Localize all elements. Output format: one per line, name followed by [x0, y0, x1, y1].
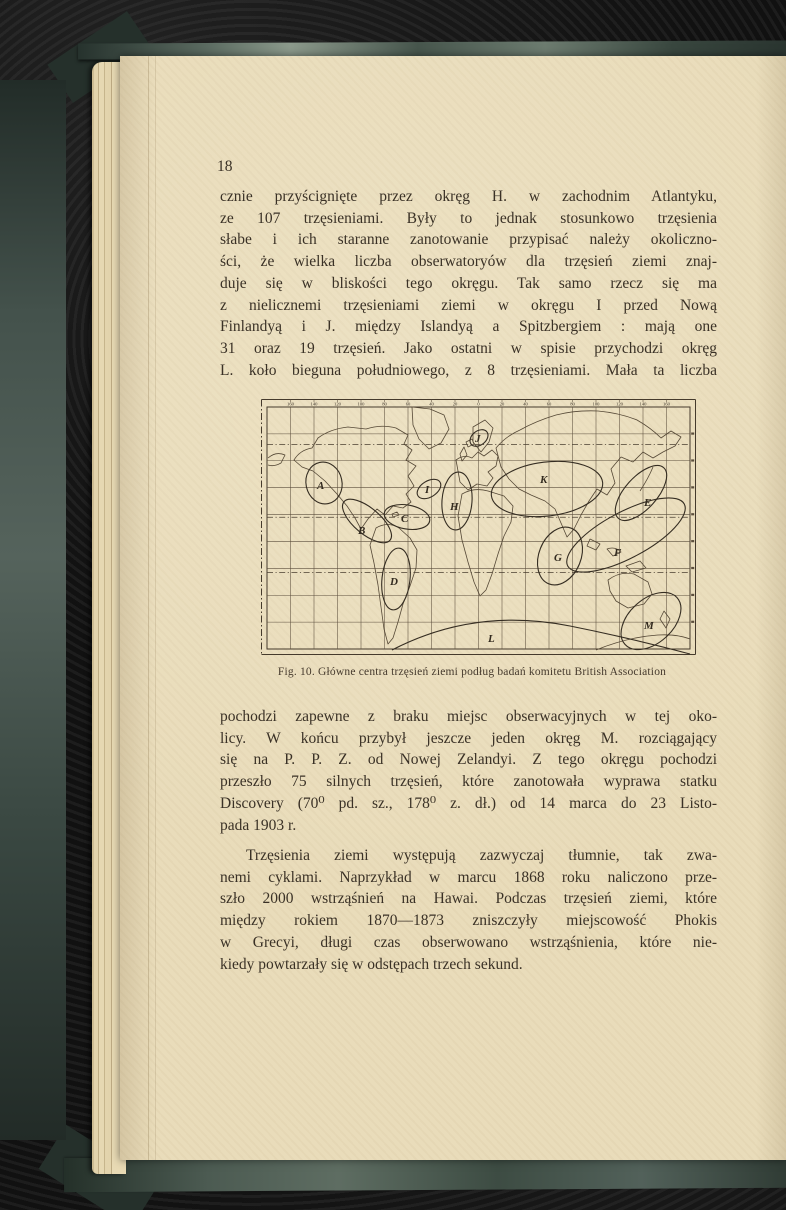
latitude-tick [691, 567, 694, 569]
region-label-K: K [540, 474, 548, 486]
longitude-label: 140 [639, 401, 647, 407]
region-label-M: M [644, 620, 654, 632]
latitude-tick [691, 432, 694, 434]
page-crease [155, 56, 156, 1160]
longitude-label: 40 [523, 401, 528, 407]
page-number: 18 [217, 158, 233, 175]
island-britain [460, 447, 467, 461]
paragraph-2 [220, 706, 717, 836]
text-line: Trzęsienia ziemi występują zazwyczaj tłumnie, tak zwa- [246, 847, 717, 864]
text-line: L. koło bieguna południowego, z 8 trzęsieniami. Mała ta liczba [220, 361, 717, 379]
continent-chukotka [268, 454, 285, 466]
text-line: szło 2000 wstrząśnień na Hawai. Podczas trzęsień ziemi, które [220, 890, 717, 908]
text-line: w Grecyi, długi czas obserwowano wstrząśnienia, które nie- [220, 933, 717, 951]
text-line: ści, że wielka liczba obserwatoryów dla trzęsień ziemi znaj- [220, 253, 717, 271]
longitude-label: 160 [663, 401, 670, 407]
text-line: nemi cyklami. Naprzykład w marcu 1868 roku naliczono prze- [220, 868, 717, 886]
region-label-L: L [488, 633, 495, 645]
longitude-label: 0 [477, 401, 480, 407]
latitude-tick [691, 594, 694, 596]
text-line: przeszło 75 silnych trzęsień, które zanotowała wyprawa statku [220, 773, 717, 791]
region-label-I: I [425, 484, 430, 496]
text-line: między rokiem 1870—1873 zniszczyły miejscowość Phokis [220, 912, 717, 930]
longitude-label: 40 [429, 401, 434, 407]
longitude-label: 60 [546, 401, 552, 407]
text-line: pada 1903 r. [220, 816, 297, 834]
region-ellipse-M [610, 581, 691, 656]
latitude-tick [691, 621, 694, 623]
island-greenland [412, 407, 449, 449]
region-label-G: G [554, 552, 562, 564]
page-crease [148, 56, 149, 1160]
figure-caption: Fig. 10. Główne centra trzęsień ziemi podług badań komitetu British Association [277, 666, 667, 678]
continent-europe [456, 450, 498, 490]
region-label-A: A [317, 480, 325, 492]
paragraph-3 [220, 845, 717, 975]
text-line: z nielicznemi trzęsieniami ziemi w okręgu I przed Nową [220, 296, 717, 314]
region-label-C: C [401, 513, 409, 525]
longitude-label: 160 [287, 401, 294, 407]
text-line: słabe i ich staranne zanotowanie przypisać należy okoliczno- [220, 231, 717, 249]
paragraph-1 [220, 186, 717, 381]
figure-map [260, 398, 697, 656]
continent-australia [608, 573, 652, 608]
text-line: pochodzi zapewne z braku miejsc obserwacyjnych w tej oko- [220, 708, 717, 725]
latitude-tick [691, 486, 694, 488]
longitude-label: 60 [405, 401, 411, 407]
region-label-H: H [450, 501, 459, 513]
text-line: licy. W końcu przybył jeszcze jeden okręg M. rozciągający [220, 729, 717, 747]
latitude-tick [691, 459, 694, 461]
text-line: 31 oraz 19 trzęsień. Jako ostatni w spisie przychodzi okręg [220, 339, 717, 357]
region-ellipse-E [606, 457, 675, 529]
book-cover-edge-left [0, 80, 66, 1140]
islands-new-zealand [660, 611, 670, 628]
longitude-label: 120 [616, 401, 623, 407]
text-line: Finlandyą i J. między Islandyą a Spitzbergiem : mają one [220, 318, 717, 336]
longitude-label: 120 [334, 401, 341, 407]
latitude-tick [691, 513, 694, 515]
continent-asia [496, 411, 681, 537]
region-label-J: J [475, 433, 481, 445]
region-ellipse-K [488, 455, 606, 522]
longitude-label: 20 [452, 401, 458, 407]
region-label-D: D [390, 576, 398, 588]
map-longitude-labels [287, 401, 671, 406]
latitude-tick [691, 540, 694, 542]
text-line: się na P. P. Z. od Nowej Zelandyi. Z tego okręgu pochodzi [220, 751, 717, 769]
region-label-B: B [358, 525, 366, 537]
region-label-F: F [614, 547, 622, 559]
text-line: duje się w bliskości tego okręgu. Tak samo rzecz się ma [220, 274, 717, 292]
text-line: ze 107 trzęsieniami. Były to jednak stosunkowo trzęsienia [220, 209, 717, 227]
longitude-label: 80 [382, 401, 387, 407]
region-ellipse-F [557, 484, 695, 587]
longitude-label: 100 [592, 401, 600, 407]
longitude-label: 100 [357, 401, 365, 407]
world-map-earthquake-centers [260, 398, 697, 656]
text-line: cznie przyścignięte przez okręg H. w zachodnim Atlantyku, [220, 188, 717, 205]
continent-africa [458, 490, 513, 596]
text-line: Discovery (70⁰ pd. sz., 178⁰ z. dł.) od 14 marca do 23 Listo- [220, 794, 717, 812]
text-line: kiedy powtarzały się w odstępach trzech sekund. [220, 955, 523, 973]
longitude-label: 140 [310, 401, 318, 407]
longitude-label: 80 [570, 401, 575, 407]
longitude-label: 20 [499, 401, 505, 407]
region-label-E: E [644, 497, 652, 509]
book-page [120, 56, 786, 1160]
